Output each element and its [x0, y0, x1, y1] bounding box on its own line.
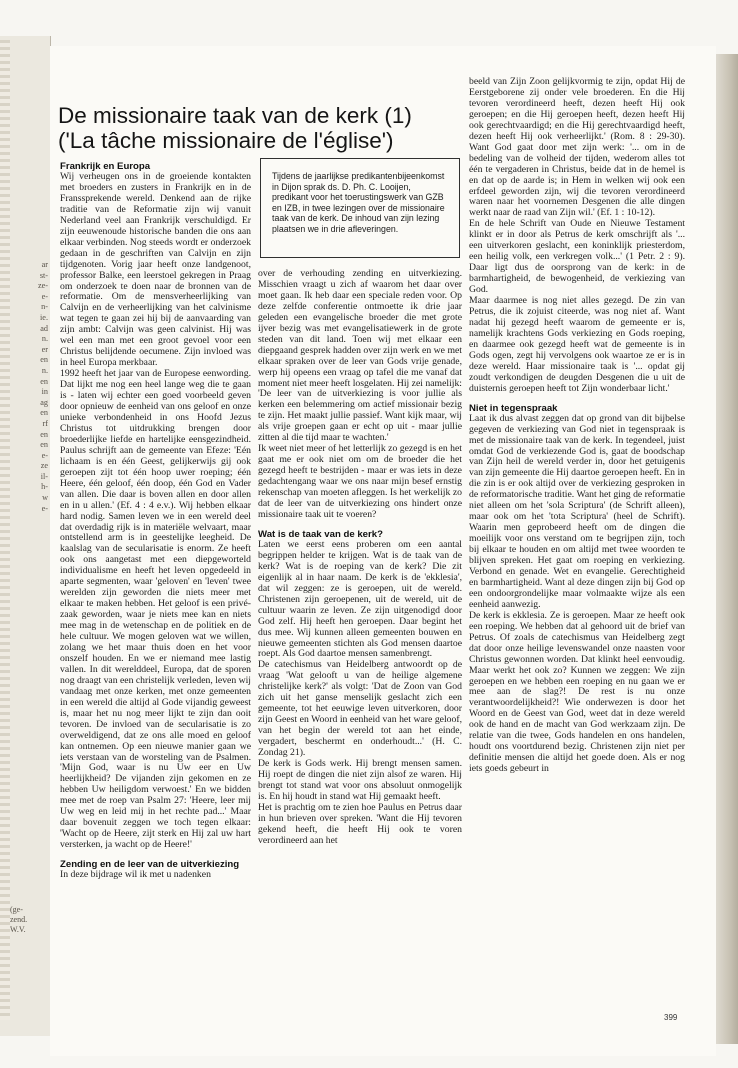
left-page-edge — [0, 40, 10, 1020]
left-note-line: (ge- — [10, 905, 23, 914]
paragraph: De kerk is Gods werk. Hij brengt mensen samen. Hij roept de dingen die niet zijn alsof ze waren. Hij brengt tot stand wat voor ons absoluut onmogelijk is. En hij houdt in stand wat Hij gemaakt heeft. — [258, 757, 462, 802]
paragraph: En de hele Schrift van Oude en Nieuwe Testament klinkt er in door als Petrus de kerk omschrijft als '... een uitverkoren geslacht, een koninklijk priesterdom, een heilig volk, een verkregen volk...' (1 Petr. 2 : 9). Daar ligt dus de oorsprong van de kerk: in de barmhartigheid, de bewogenheid, de verkiezing van God. — [469, 218, 685, 296]
left-fragment: ad — [40, 323, 48, 333]
left-fragment: en — [40, 355, 48, 365]
left-page-note — [10, 905, 48, 935]
paragraph: beeld van Zijn Zoon gelijkvormig te zijn, opdat Hij de Eerstgeborene zij onder vele broederen. En die Hij tevoren verordineerd heeft, dezen heeft Hij ook geroepen; en die Hij geroepen heeft, dezen heeft Hij ook gerechtvaardigd; en die Hij gerechtvaardigd heeft, dezen heeft Hij ook verheerlijkt.' (Rom. 8 : 29-30). Want God gaat door met zijn werk: '... om in de bedeling van de volheid der tijden, wederom alles tot één te vergaderen in Christus, beide dat in de hemel is en dat op de aarde is; in Hem in welken wij ook een erfdeel geworden zijn, wij die tevoren verordineerd waren naar het voornemen Desgenen die alle dingen werkt naar de raad van Zijn wil.' (Ef. 1 : 10-12). — [469, 77, 685, 219]
paragraph: Wij verheugen ons in de groeiende kontakten met broeders en zusters in Frankrijk en in de Franssprekende wereld. Denkend aan de rijke traditie van de Reformatie zijn wij vanuit Nederland veel aan Frankrijk verschuldigd. Er zijn eeuwenoude historische banden die ons aan elkaar verbinden. Nog steeds wordt er onderzoek gedaan in de geschriften van Calvijn en zijn tijdgenoten. Vorig jaar heeft onze landgenoot, professor Balke, een leerstoel gekregen in Praag om onderzoek te doen naar de bronnen van de reformatie. Om de mensverheerlijking van Calvijn en de verheerlijking van het calvinisme wat tegen te gaan zei hij bij de aanvaarding van zijn ambt: Calvijn was geen calvinist. Hij was wel een man met een groot gevoel voor een Christus belijdende oecumene. Zijn invloed was in heel Europa merkbaar. — [60, 171, 251, 369]
intro-box — [260, 158, 460, 258]
left-fragment: il- — [40, 471, 48, 481]
left-note-line: W.V. — [10, 925, 26, 934]
paragraph: In deze bijdrage wil ik met u nadenken — [60, 869, 211, 881]
left-fragment: st- — [39, 270, 48, 280]
paragraph: Laat ik dus alvast zeggen dat op grond van dit bijbelse gegeven de verkiezing van God niet in tegenspraak is met de missionaire taak van de kerk. In tegendeel, juist omdat God de verkiezende God is, gaat de boodschap van Zijn heil de wereld verder in, door het getuigenis van zijn gemeente die Hij daartoe geroepen heeft. En in die zin is er ook altijd over de verkiezing gesproken in de reformatorische traditie. Want het ging de reformatie niet alleen om het 'sola Scriptura' (de Schrift alleen), maar ook om het 'tota Scriptura' (heel de Schrift). Waarin men geprobeerd heeft om de dingen die moeilijk voor ons verstand om te begrijpen zijn, toch bij elkaar te houden en om altijd met twee woorden te blijven spreken. Het gaat om roeping en verkiezing. Verbond en genade. Wet en evangelie. Gerechtigheid en barmhartigheid. Want al deze dingen zijn bij God op een ondoorgrondelijke maar volmaakte wijze als een eenheid aanwezig. — [469, 412, 685, 610]
paragraph: De kerk is ekklesia. Ze is geroepen. Maar ze heeft ook een roeping. We hebben dat al gehoord uit de brief van Petrus. Of zoals de catechismus van Heidelberg zegt dat door onze heilige levenswandel onze naasten voor Christus gewonnen worden. Dat klinkt heel eenvoudig. Maar werkt het ook zo? Kunnen we zeggen: We zijn geroepen en we hebben een roeping en nu gaan we er mee aan de slag?! De rest is nu onze verantwoordelijkheid?! Wie onderwezen is door het Woord en de Geest van God, weet dat in deze wereld ook de hand en de macht van God werkzaam zijn. De relatie van die twee, Gods handelen en ons handelen, houdt ons voortdurend bezig. Christenen zijn niet per definitie mensen die altijd het goede doen. Als er nog iets goeds gebeurt in — [469, 609, 685, 775]
left-fragment: h- — [41, 482, 48, 492]
left-fragment: rf — [42, 418, 48, 428]
paragraph: 1992 heeft het jaar van de Europese eenwording. Dat lijkt me nog een heel lange weg die te gaan is - laten wij echter een goed voorbeeld geven door opnieuw de eenheid van ons geloof en onze unieke verbondenheid in ons Hoofd Jezus Christus tot uitdrukking brengen door broederlijke liefde en hartelijke eensgezindheid. Paulus schrijft aan de gemeente van Efeze: 'Eén lichaam is en één Geest, gelijkerwijs gij ook geroepen zijt tot één hoop uwer roeping; één Heere, één geloof, één doop, één God en Vader van allen. Die daar is boven allen en door allen en in u allen.' (Ef. 4 : 4 e.v.). Wij hebben elkaar hard nodig. Samen leven we in een wereld deel dat overdadig rijk is in materiële welvaart, maar ontstellend arm is in geestelijke leegheid. De kaalslag van de secularisatie is enorm. Ze heeft ook ons aangetast met een diepgeworteld individualisme en heeft het leven opgedeeld in aparte segmenten, waar 'geloven' en 'leven' twee werelden zijn geworden die niets meer met elkaar te maken hebben. Het geloof is een privé-zaak geworden, waar je niets mee kan en niets mee mag in de wetenschap en de politiek en de hele cultuur. We mogen geloven wat we willen, zolang we het maar thuis doen en het voor onszelf houden. En we er niemand mee lastig vallen. In dit werelddeel, Europa, dat de sporen nog draagt van een christelijk verleden, leven wij vandaag met onze kerken, met onze gemeenten in een wereld die altijd al Gode vijandig geweest is, maar het nu nog meer lijkt te zijn dan ooit tevoren. De invloed van de secularisatie is zo overweldigend, dat ze ons alle moed en geloof kan ontnemen. Op een nieuwe manier gaan we iets verstaan van de worsteling van de Psalmen. 'Mijn God, waar is nu Uw eer en Uw heerlijkheid? De vijanden zijn gekomen en ze hebben Uw heiligdom verwoest.' En we bidden mee met de roep van Psalm 27: 'Heere, leer mij Uw weg en leid mij in het rechte pad...' Maar daar bovenuit zeggen we toch tegen elkaar: 'Wacht op de Heere, zijt sterk en Hij zal uw hart versterken, ja wacht op de Heere!' — [60, 368, 251, 851]
article-title — [58, 103, 478, 153]
column-1 — [60, 161, 251, 1046]
left-fragment: ze- — [38, 281, 48, 291]
left-fragment: e- — [41, 503, 48, 513]
section-heading: Zending en de leer van de uitverkiezing — [60, 859, 240, 871]
section-heading: Wat is de taak van de kerk? — [258, 528, 383, 540]
left-fragment: n. — [41, 334, 48, 344]
left-fragment: en — [40, 408, 48, 418]
left-fragment: en — [40, 440, 48, 450]
page-number: 399 — [664, 1013, 678, 1022]
left-fragment: ie. — [40, 312, 48, 322]
left-fragment: e- — [41, 450, 48, 460]
left-fragment: in — [41, 387, 48, 397]
paragraph: Maar daarmee is nog niet alles gezegd. De zin van Petrus, die ik zojuist citeerde, was nog niet af. Want nadat hij gezegd heeft waarom de gemeente er is, namelijk krachtens Gods verkiezing en Gods roeping, en daarmee ook gezegd heeft wat de gemeente is in Gods ogen, zegt hij vervolgens ook waartoe ze er is in deze wereld. Haar missionaire taak is '... opdat gij zoudt verkondigen de deugden Desgenen die u uit de duisternis geroepen heeft tot Zijn wonderbaar licht.' — [469, 295, 685, 394]
left-fragment: er — [41, 344, 48, 354]
title-line-2: ('La tâche missionaire de l'église') — [58, 128, 394, 153]
paragraph: Laten we eerst eens proberen om een aantal begrippen helder te krijgen. Wat is de taak van de kerk? Wat is de roeping van de kerk? Die zit eigenlijk al in haar naam. De kerk is de 'ekklesia', dat wil zeggen: ze is geroepen, uit de wereld. Christenen zijn geroepenen, uit de wereld, uit de cultuur waarin ze leven. Ze zijn uitgenodigd door God zelf. Hij heeft hen geroepen. Daar begint het dus mee. Wij kunnen alleen gemeenten bouwen en nieuwe gemeenten stichten als God mensen daartoe roept. Als God daartoe mensen samenbrengt. — [258, 538, 462, 660]
paragraph: De catechismus van Heidelberg antwoordt op de vraag 'Wat gelooft u van de heilige algemene christelijke kerk?' als volgt: 'Dat de Zoon van God zich uit het ganse menselijk geslacht zich een gemeente, tot het eeuwige leven uitverkoren, door zijn Geest en Woord in eenheid van het ware geloof, van het begin der wereld tot aan het einde, vergadert, beschermt en onderhoudt...' (H. C. Zondag 21). — [258, 659, 462, 759]
section-heading: Frankrijk en Europa — [60, 161, 151, 172]
left-fragment: ag — [40, 397, 48, 407]
left-fragment: e- — [41, 291, 48, 301]
left-fragment: en — [40, 429, 48, 439]
left-page-fragments — [12, 260, 48, 514]
right-page-edge — [715, 54, 738, 1044]
column-3 — [469, 77, 685, 1047]
intro-text: Tijdens de jaarlijkse predikantenbijeenkomst in Dijon sprak ds. D. Ph. C. Looijen, predikant voor het toerustingswerk van GZB en IZB, in twee lezingen over de missionaire taak van de kerk. De inhoud van zijn lezing plaatsen we in drie afleveringen. — [272, 171, 445, 234]
section-heading: Niet in tegenspraak — [469, 402, 558, 414]
left-fragment: ar — [41, 260, 48, 269]
left-fragment: w — [42, 493, 48, 503]
left-note-line: zend. — [10, 915, 28, 924]
left-fragment: en — [40, 376, 48, 386]
column-2 — [258, 269, 462, 1047]
left-fragment: n- — [41, 302, 48, 312]
title-line-1: De missionaire taak van de kerk (1) — [58, 103, 412, 128]
left-fragment: n. — [41, 365, 48, 375]
paragraph: over de verhouding zending en uitverkiezing. Misschien vraagt u zich af waarom het daar over moet gaan. Ik heb daar een speciale reden voor. Op deze zelfde conferentie ontmoette ik drie jaar geleden een evangelische broeder die met grote ijver bezig was met evangelisatiewerk in de grote steden van dit land. Toen wij met elkaar een diepgaand gesprek hadden over zijn werk en we met elkaar spraken over de leer van Gods vrije genade, werp hij opeens een vraag op tafel die me vanaf dat moment niet meer heeft losgelaten. Hij zei namelijk: 'De leer van de uitverkiezing is voor jullie als kerken een belemmering om actief missionair bezig te zijn. Het maakt jullie passief. Want kijk maar, wij als vrije groepen gaan er echt op uit - maar jullie zitten al die tijd maar te wachten.' — [258, 269, 462, 444]
paragraph: Het is prachtig om te zien hoe Paulus en Petrus daar in hun brieven over spreken. 'Want die Hij tevoren gekend heeft, die heeft Hij ook te voren verordineerd aan het — [258, 801, 462, 846]
left-fragment: ze — [40, 461, 48, 471]
paragraph: Ik weet niet meer of het letterlijk zo gezegd is en het gaat me er ook niet om om de broeder die het gezegd heeft te bestrijden - maar er was iets in deze gedachtengang waar we ons naar mijn besef ernstig rekenschap van moeten afleggen. Is het werkelijk zo dat de leer van de uitverkiezing ons hindert onze missionaire taak uit te voeren? — [258, 443, 462, 520]
